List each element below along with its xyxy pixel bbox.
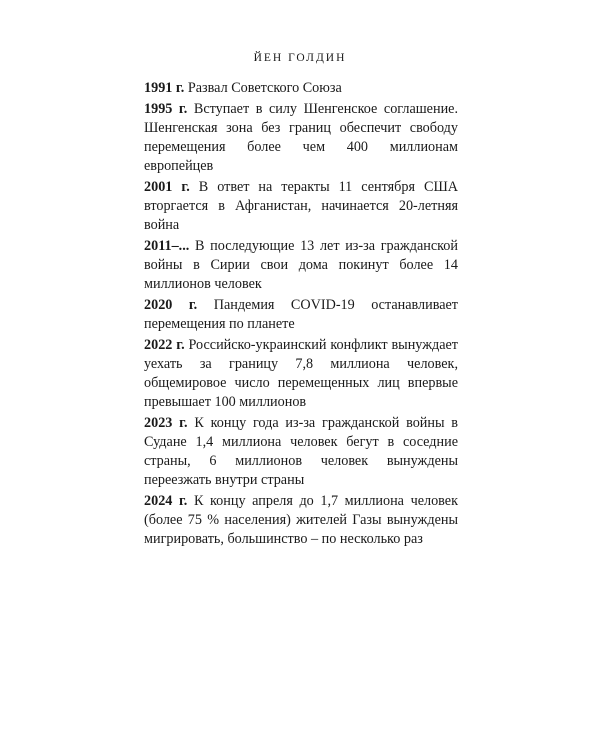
entry-year: 2024 г. [144,493,188,509]
entry-year: 2023 г. [144,415,188,431]
timeline-entry [144,178,458,235]
entry-year: 2022 г. [144,337,185,353]
entry-year: 2001 г. [144,179,190,195]
timeline-entry [144,492,458,549]
running-head: ЙЕН ГОЛДИН [253,52,347,64]
timeline-entry [144,79,458,98]
timeline [144,79,458,551]
entry-text: В ответ на теракты 11 сентября США вторгается в Афганистан, начинается 20-летняя война [144,179,459,233]
entry-year: 2011–... [144,238,190,254]
entry-year: 2020 г. [144,297,198,313]
timeline-entry [144,296,458,334]
entry-year: 1995 г. [144,101,188,117]
entry-text: Развал Советского Союза [187,80,342,96]
timeline-entry [144,100,458,176]
entry-text: Российско-украинский конфликт вынуждает уехать за границу 7,8 миллиона человек, общемировое число перемещенных лиц впервые превышает 100 миллионов [144,337,459,410]
entry-text: К концу апреля до 1,7 миллиона человек (более 75 % населения) жителей Газы вынуждены мигрировать, большинство – по несколько раз [144,493,458,547]
entry-text: В последующие 13 лет из-за гражданской войны в Сирии свои дома покинут более 14 миллионов человек [144,238,458,292]
timeline-entry [144,237,458,294]
timeline-entry [144,414,458,490]
entry-year: 1991 г. [144,80,185,96]
timeline-entry [144,336,458,412]
entry-text: Вступает в силу Шенгенское соглашение. Шенгенская зона без границ обеспечит свободу перемещения более чем 400 миллионам европейцев [144,101,459,174]
entry-text: К концу года из-за гражданской войны в Судане 1,4 миллиона человек бегут в соседние страны, 6 миллионов человек вынуждены переезжать внутри страны [144,415,459,488]
entry-text: Пандемия COVID-19 останавливает перемещения по планете [144,297,459,332]
